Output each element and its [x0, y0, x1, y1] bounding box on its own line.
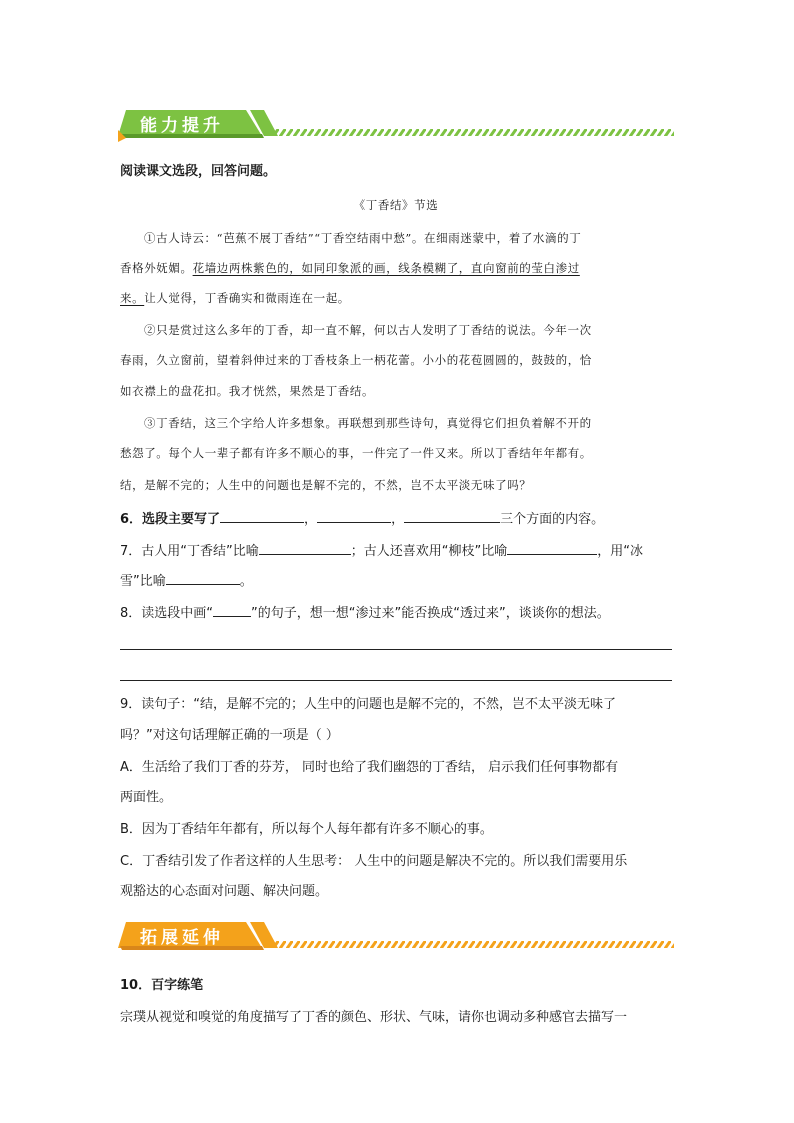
option-c-cont[interactable]: [120, 882, 672, 902]
question-text: ，用“冰: [597, 544, 643, 559]
passage-text: 如衣襟上的盘花扣。我才恍然，果然是丁香结。: [120, 384, 375, 398]
question-10: [120, 1008, 672, 1028]
question-text: 7．古人用“丁香结”比喻: [120, 544, 259, 559]
answer-blank[interactable]: [259, 540, 351, 555]
answer-blank[interactable]: [404, 508, 500, 523]
answer-blank[interactable]: [166, 570, 240, 585]
option-text: C．丁香结引发了作者这样的人生思考： 人生中的问题是解决不完的。所以我们需要用乐: [120, 854, 628, 869]
underline-sample: [213, 602, 251, 617]
passage-text: 香格外妩媚。: [120, 261, 193, 275]
answer-line[interactable]: [120, 680, 672, 681]
answer-blank[interactable]: [317, 508, 391, 523]
section-title-ability: 能力提升: [140, 116, 224, 136]
passage-line: [120, 258, 672, 278]
option-a[interactable]: [120, 758, 672, 778]
question-9: [120, 695, 672, 715]
question-text: 宗璞从视觉和嗅觉的角度描写了丁香的颜色、形状、气味，请你也调动多种感官去描写一: [120, 1010, 628, 1025]
question-9-cont: [120, 726, 672, 746]
option-b[interactable]: [120, 820, 672, 840]
question-7-cont: [120, 570, 672, 592]
option-text: 两面性。: [120, 790, 173, 805]
answer-blank[interactable]: [220, 508, 304, 523]
option-c[interactable]: [120, 852, 672, 872]
passage-text: 让人觉得，丁香确实和微雨连在一起。: [144, 291, 350, 305]
option-a-cont[interactable]: [120, 788, 672, 808]
passage-text: ③丁香结，这三个字给人许多想象。再联想到那些诗句，真觉得它们担负着解不开的: [144, 416, 592, 430]
question-7: [120, 540, 672, 562]
question-text: 9．读句子：“结，是解不完的；人生中的问题也是解不完的，不然，岂不太平淡无味了: [120, 697, 617, 712]
passage-text: ②只是赏过这么多年的丁香，却一直不解，何以古人发明了丁香结的说法。今年一次: [144, 323, 592, 337]
passage-line: [120, 381, 672, 401]
question-text: 吗？”对这句话理解正确的一项是（ ）: [120, 728, 339, 743]
question-text: 6．选段主要写了: [120, 512, 221, 527]
option-text: A．生活给了我们丁香的芬芳， 同时也给了我们幽怨的丁香结， 启示我们任何事物都有: [120, 760, 619, 775]
passage-line: [120, 443, 672, 463]
question-10-title: 10．百字练笔: [120, 978, 204, 993]
section-title-extend: 拓展延伸: [140, 928, 224, 948]
underlined-sentence: 花墙边两株紫色的，如同印象派的画，线条模糊了，直向窗前的莹白渗过: [192, 261, 580, 275]
passage-text: 春雨，久立窗前，望着斜伸过来的丁香枝条上一柄花蕾。小小的花苞圆圆的，鼓鼓的，恰: [120, 353, 592, 367]
question-8: [120, 602, 672, 624]
section-banner-ability: [118, 108, 674, 144]
question-text: 三个方面的内容。: [500, 512, 605, 527]
instruction-text: 阅读课文选段，回答问题。: [120, 164, 277, 179]
section-banner-extend: [118, 920, 674, 956]
passage-text: ①古人诗云：“芭蕉不展丁香结”“丁香空结雨中愁”。在细雨迷蒙中，着了水滴的丁: [144, 231, 582, 245]
answer-line[interactable]: [120, 649, 672, 650]
answer-blank[interactable]: [507, 540, 597, 555]
question-text: ”的句子，想一想“渗过来”能否换成“透过来”，谈谈你的想法。: [251, 606, 610, 621]
option-text: B．因为丁香结年年都有，所以每个人每年都有许多不顺心的事。: [120, 822, 493, 837]
passage-line: [120, 475, 672, 495]
question-text: 。: [239, 574, 253, 589]
question-text: 雪”比喻: [120, 574, 166, 589]
option-text: 观豁达的心态面对问题、解决问题。: [120, 884, 329, 899]
question-text: ，: [304, 512, 318, 527]
passage-text: 愁怨了。每个人一辈子都有许多不顺心的事，一件完了一件又来。所以丁香结年年都有。: [120, 446, 592, 460]
passage-line: [120, 288, 672, 308]
question-text: ，: [391, 512, 405, 527]
passage-line: [120, 320, 672, 340]
passage-line: [120, 350, 672, 370]
question-text: 8．读选段中画“: [120, 606, 214, 621]
passage-title: 《丁香结》节选: [353, 198, 439, 212]
question-text: ；古人还喜欢用“柳枝”比喻: [350, 544, 508, 559]
underlined-sentence: 来。: [120, 291, 145, 305]
passage-text: 结，是解不完的；人生中的问题也是解不完的，不然，岂不太平淡无味了吗？: [120, 478, 532, 492]
passage-line: [120, 228, 672, 248]
passage-line: [120, 413, 672, 433]
question-6: [120, 508, 672, 530]
